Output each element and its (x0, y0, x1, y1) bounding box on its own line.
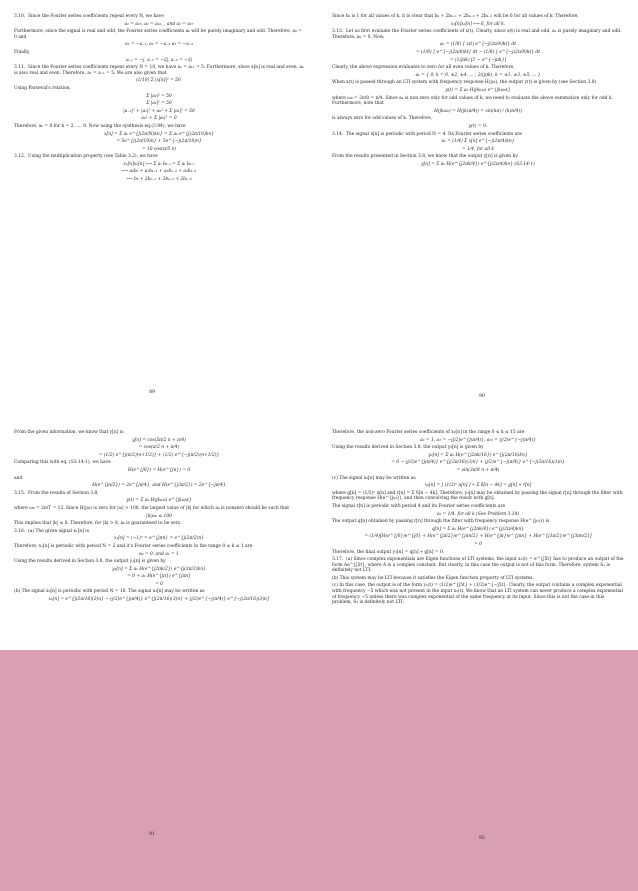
page-number-90: 90 (479, 394, 485, 399)
problem-number: 3.15. (14, 490, 26, 496)
equation: ⟷ bₖ + 2bₖ₋₁ + 2bₖ₋₂ + 2bₖ₋₃ (126, 177, 192, 183)
paragraph (14, 476, 304, 482)
equation: = 0 (155, 581, 163, 587)
paragraph (14, 50, 304, 56)
paragraph-text: Using the results derived in Section 3.8, the output y₁[n] is given by (14, 559, 166, 565)
paragraph-text: where ω₀ = 2π/8 = π/4. Since aₖ is non zero only for odd values of k, we need to evaluate the above summation only for odd k. Furthermore, note that (332, 95, 613, 107)
paragraph-text: Using the results derived in Section 3.8, the output y₂[n] is given by (332, 445, 484, 451)
paragraph-text: Finally, (14, 49, 30, 55)
paragraph (14, 589, 304, 595)
paragraph (332, 116, 624, 122)
equation: H(jkω₀) = H(jk(π/4)) = sin(kπ) / (k(π/4)) (434, 108, 522, 114)
problem-number: 3.16. (14, 528, 26, 534)
paragraph-text: Using Parseval's relation, (14, 85, 71, 91)
paragraph (14, 529, 304, 535)
paragraph-text: Comparing this with eq. (S3.14-1), we have (14, 460, 111, 466)
equation: = (1/jπk) [1 − e^{−jπk}] (449, 57, 507, 63)
paragraph (332, 430, 624, 436)
page-91-column (14, 430, 304, 605)
problem-number: 3.13. (332, 29, 344, 35)
problem-number: 3.14. (332, 131, 344, 137)
page-92-column (332, 430, 624, 608)
equation: aₖ = (1/4) Σ x[n] e^{−j(2π/4)kn} (441, 139, 515, 145)
paragraph (332, 491, 624, 502)
paragraph-text: This implies that |k| ≤ 8. Therefore, for |k| > 8, aₖ is guaranteed to be zero. (14, 521, 182, 527)
paragraph (332, 132, 624, 138)
paragraph-text: where ω₀ = 2π/T = 12. Since H(jω) is zero for |ω| > 100, the largest value of |k| for which aₖ is nonzero should be such that (14, 505, 290, 511)
paragraph-text: Therefore, x₁[n] is periodic with period N = 2 and it's Fourier series coefficients in the range 0 ≤ k ≤ 1 are (14, 543, 253, 549)
equation: y₁[n] = Σ aₖ H(e^{j2πk/2}) e^{j(2π/2)kn} (112, 566, 206, 572)
paragraph (14, 559, 304, 565)
paragraph-text: When x(t) is passed through an LTI system with frequency response H(jω), the output y(t) is given by (see Section 3.8) (332, 80, 597, 86)
equation: q[n] = Σ aₖ H(e^{j2πk/4}) e^{j(2π/4)kn} (431, 526, 525, 532)
equation: Σ |aₖ|² = 50 (146, 93, 172, 99)
equation: aₖ = 1/4, for all k (See Problem 3.14) (436, 511, 520, 517)
equation: x₁[n]x₂[n] ⟷ 6, for all k. (450, 21, 506, 27)
paragraph-text: is always zero for odd values of k. Therefore, (332, 116, 433, 122)
page-number-89: 89 (149, 390, 155, 395)
paragraph-text: Clearly, the above expression evaluates to zero for all even values of k. Therefore, (332, 65, 515, 71)
paragraph (14, 491, 304, 497)
paragraph (332, 504, 624, 510)
paragraph-text: (a) The given signal x₁[n] is (28, 528, 89, 534)
paragraph-text: Since bₖ is 1 for all values of k, it is clear that bₖ + 2bₖ₋₁ + 2bₖ₋₂ + 2bₖ₋₃ will be 6 for all values of k. Therefore, (332, 14, 579, 19)
equation: y(t) = Σ aₖ H(jkω₀) e^{jkω₀t} (445, 87, 511, 93)
paragraph-text: The signal x[n] is periodic with period N = 4. Its Fourier series coefficients are (346, 131, 522, 137)
problem-number: 3.17. (332, 557, 344, 563)
equation: y(t) = Σ aₖ H(jkω₀) e^{jkω₀t} (126, 498, 192, 504)
equation: |a₋₁|² + |a₁|² + a₀² + Σ |aₖ|² = 50 (123, 108, 195, 114)
paragraph (332, 557, 624, 574)
equation: a₀² + Σ |aₖ|² = 0 (141, 116, 177, 122)
paragraph (332, 96, 624, 107)
paragraph (332, 445, 624, 451)
paragraph-text: From the results of Section 3.8, (28, 490, 99, 496)
page-number-92: 92 (479, 836, 485, 841)
page-90-column (332, 14, 624, 169)
equation: a₀ = 0, and a₁ = 1 (139, 551, 179, 557)
paragraph (332, 80, 624, 86)
equation: a₁ = a₁₅, a₂ = a₁₆, , and a₃ = a₁₇ (124, 21, 194, 27)
equation: = (1/4)[H(e^{j0})e^{j0} + H(e^{jπ/2})e^{jπn/2} + H(e^{jπ})e^{jπn} + H(e^{j3π/2})e^{j3πn/2}] (364, 534, 592, 540)
equation: a₂ = 1, a₃ = −(j/2)e^{j(π/4)}, a₁₃ = (j/2)e^{−j(π/4)} (420, 437, 536, 443)
paragraph-text: Let us first evaluate the Fourier series coefficients of x(t). Clearly, since x(t) is real and odd, aₖ is purely imaginary and odd. Therefore, a₀ = 0. Now, (332, 29, 622, 40)
paragraph (332, 576, 624, 582)
paragraph (14, 506, 304, 512)
paragraph-text: (b) This system may be LTI because it satisfies the Eigen function property of LTI systems. (332, 575, 534, 581)
paragraph-text: (c) In this case, the output is of the form y₃(t) = (1/2)e^{j5t} + (1/2)e^{−j5t}. Clearly, the output contains a complex exponential with frequency −5 which was not present in the input x₃(t). We know that an LTI system can never produce a complex exponential of frequency −5 unless there was complex exponential of the same frequency at its input. Since this is not the case in this problem, S₃ is definitely not LTI. (332, 583, 623, 606)
equation: x[n] = Σ aₖ e^{j(2π/N)kn} = Σ aₖ e^{j(2π/10)kn} (104, 131, 214, 137)
equation: aₖ = (1/8) ∫ x(t) e^{−j(2π/8)kt} dt (439, 42, 516, 48)
paragraph-text: Furthermore, since the signal is real and odd, the Fourier series coefficients aₖ will be purely imaginary and odd. Therefore, a₀ = 0 and (14, 29, 302, 40)
paragraph-text: The signal r[n] is periodic with period 4 and its Fourier series coefficients are (332, 503, 506, 509)
paragraph-text: From the given information, we know that y[n] is (14, 430, 124, 435)
paragraph (14, 154, 304, 160)
equation: = cos(π/2 n + π/4) (138, 445, 180, 451)
paragraph (332, 550, 624, 556)
paragraph-text: and (14, 475, 23, 481)
equation: Σ |aₖ|² = 50 (146, 101, 172, 107)
paragraph-text: Since the Fourier series coefficients repeat every N, we have (28, 14, 164, 19)
paragraph-text: (c) The signal x₃[n] may be written as (332, 475, 416, 481)
paragraph-text: From the results presented in Section 3.8, we know that the output y[n] is given by (332, 154, 518, 160)
paragraph (14, 544, 304, 550)
paragraph (332, 476, 624, 482)
pink-highlight-area (0, 650, 638, 891)
equation: H(e^{jπ/2}) = 2e^{jπ/4}, and H(e^{j3π/2}) = 2e^{−jπ/4} (92, 483, 226, 489)
equation: y[n] = cos(5π/2 n + π/4) (132, 437, 186, 443)
paragraph (332, 583, 624, 605)
equation: = 10 cos(π/5 n) (141, 146, 177, 152)
problem-number: 3.12. (14, 154, 26, 160)
paragraph (14, 29, 304, 40)
page-number-91: 91 (149, 832, 155, 837)
paragraph (332, 29, 624, 40)
paragraph (332, 154, 624, 160)
paragraph (14, 14, 304, 20)
paragraph (14, 521, 304, 527)
equation: |k|ω₀ ≤ 100 (146, 513, 172, 519)
equation: a₋₁ = −j, a₋₂ = −2j, a₋₃ = −3j (126, 57, 192, 63)
equation: = 0 + a₁ H(e^{jπ}) e^{jπn} (127, 574, 191, 580)
equation: = 1/4, for all k (461, 146, 495, 152)
paragraph-text: where g[n] = (1/2)ⁿ u[n] and r[n] = Σ δ[n − 4k]. Therefore, y₃[n] may be obtained by passing the signal r[n] through the filter with frequency response H(e^{jω}), and then convolving the result with g[n]. (332, 490, 623, 502)
equation: x₂[n] = e^{j(2π/16)(2)n} − (j/2)e^{j(π/4)} e^{j(2π/16)(3)n} + (j/2)e^{−j(π/4)} e^{−j(2π/16)(3)n} (48, 597, 270, 603)
paragraph-text: (a) Since complex exponentials are Eigen functions of LTI systems, the input x₁(t) = e^{j5t} has to produce an output of the form Ae^{j5t}, where A is a complex constant. But clearly, in this case the output is not of this form. Therefore, system S₁ is definitely not LTI. (332, 557, 624, 574)
paragraph (332, 519, 624, 525)
equation: x₁[n]x₂[n] ⟷ Σ aₗ bₖ₋ₗ = Σ aₗ bₖ₋ₗ (123, 161, 195, 167)
paragraph (14, 460, 304, 466)
equation: ⟷ a₀bₖ + a₁bₖ₋₁ + a₂bₖ₋₂ + a₃bₖ₋₃ (121, 169, 197, 175)
equation: y₂[n] = Σ aₖ H(e^{j2πk/16}) e^{j(2π/16)kn} (428, 452, 528, 458)
paragraph (332, 14, 624, 20)
equation: y(t) = 0. (468, 123, 488, 129)
equation: a₁ = −a₋₁, a₂ = −a₋₂ a₃ = −a₋₃ (125, 42, 193, 48)
equation: = 5e^{j(2π/10)n} + 5e^{−j(2π/10)n} (116, 139, 202, 145)
equation: x₃[n] = [ (1/2)ⁿ u[n] ] ∗ Σ δ[n − 4k] = g[n] ∗ r[n] (424, 483, 532, 489)
equation: H(e^{j0}) = H(e^{jπ}) = 0 (127, 467, 191, 473)
equation: = (1/2) e^{j(π/2)(n+1/2)} + (1/2) e^{−j(π/2)(n+1/2)} (98, 452, 220, 458)
equation: = (1/8) ∫ e^{−j(2π/8)kt} dt − (1/8) ∫ e^{−j(2π/8)kt} dt (415, 49, 541, 55)
paragraph-text: Therefore, aₖ = 0 for k = 2, ..., 8. Now using the synthesis eq.(3.94), we have (14, 123, 186, 129)
paragraph (14, 65, 304, 76)
problem-number: 3.11. (14, 65, 26, 71)
equation: aₖ = { 0, k = 0, ±2, ±4, ... ; 2/(jπk), k = ±1, ±3, ±5, ... } (415, 72, 541, 78)
equation: = 0 (474, 541, 482, 547)
paragraph-text: Therefore, the final output y₃[n] = q[n] ∗ g[n] = 0. (332, 549, 445, 555)
equation: = 0 − (j/2)e^{j(π/4)} e^{j(2π/16)(3)n} + (j/2)e^{−j(π/4)} e^{−j(2π/16)(3)n} (391, 460, 565, 466)
paragraph-text: Using the multiplication property (see Table 3.2), we have (28, 154, 158, 160)
equation: x₁[n] = (−1)ⁿ = e^{jπn} = e^{j(2π/2)n} (114, 536, 204, 542)
page-89-column (14, 14, 304, 185)
paragraph (14, 124, 304, 130)
paragraph (332, 65, 624, 71)
paragraph-text: (b) The signal x₂[n] is periodic with period N = 16. The signal x₂[n] may be written as (14, 589, 205, 595)
paragraph (14, 86, 304, 92)
problem-number: 3.10. (14, 14, 26, 19)
paragraph-text: Therefore, the non-zero Fourier series coefficients of x₂[n] in the range 0 ≤ k ≤ 15 are (332, 430, 525, 435)
paragraph-text: Since the Fourier series coefficients repeat every N = 10, we have a₁ = a₁₁ = 5. Furthermore, since x[n] is real and even, aₖ is also real and even. Therefore, a₁ = a₋₁ = 5. We are also given that (14, 65, 304, 76)
paragraph-text: The output q[n] obtained by passing r[n] through the filter with frequency response H(e^{jω}) is (332, 519, 550, 525)
equation: y[n] = Σ aₖ H(e^{j2πk/4}) e^{j(2π/4)kn} (S3.14-1) (421, 161, 535, 167)
equation: (1/10) Σ |x[n]|² = 50. (135, 78, 183, 84)
paragraph (14, 430, 304, 436)
equation: = sin(3π/8 n + π/4) (456, 467, 500, 473)
